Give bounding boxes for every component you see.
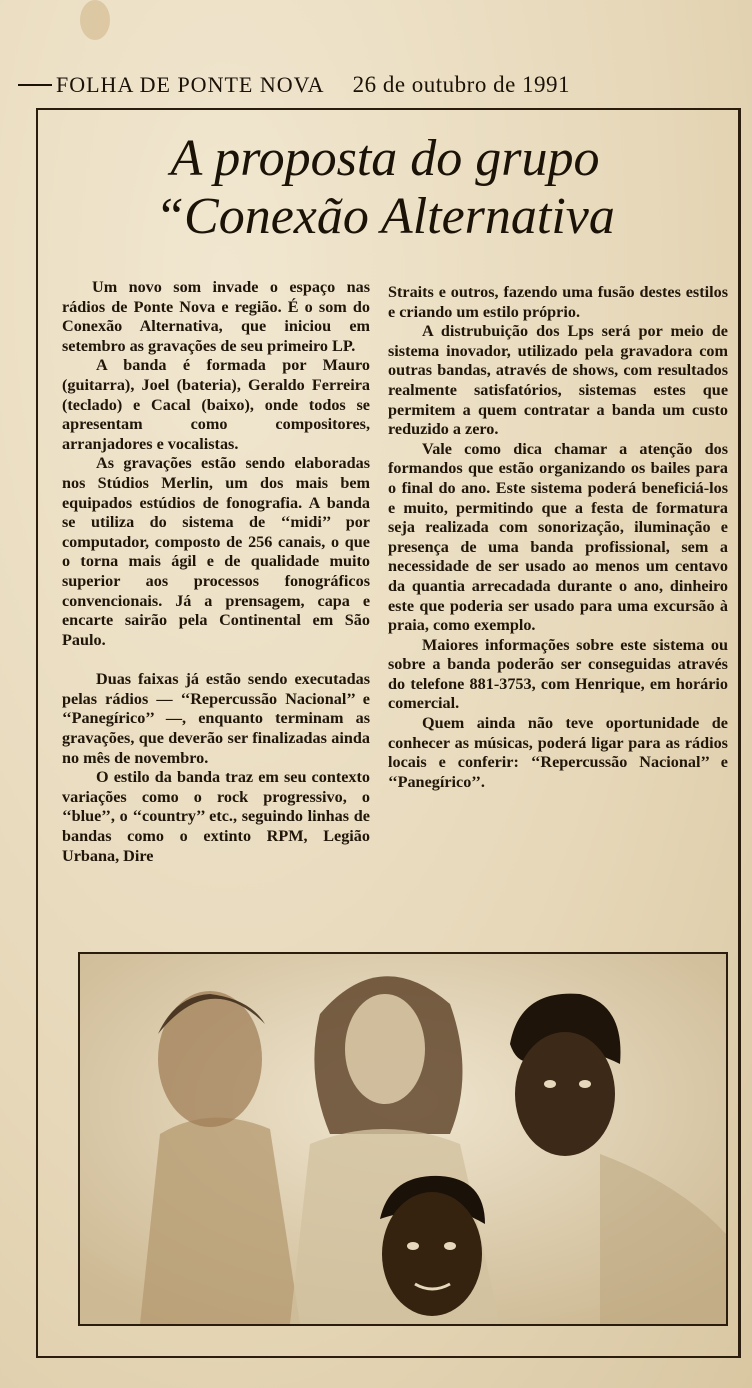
paragraph: As gravações estão sendo elaboradas nos Stúdios Merlin, um dos mais bem equipados estúdios de fonografia. A banda se utiliza do sistema de ‘‘midi’’ por computador, composto de 256 canais, o que o torna mais ágil e de qualidade muito superior aos processos fonográficos convencionais. Já a prensagem, capa e encarte sairão pela Continental em São Paulo. (62, 454, 370, 649)
paragraph: Duas faixas já estão sendo executadas pelas rádios — ‘‘Repercussão Nacional’’ e ‘‘Panegírico’’ —, enquanto terminam as gravações, que deverão ser finalizadas ainda no mês de novembro. (62, 670, 370, 767)
headline-line-2: “Conexão Alternativa (155, 188, 615, 245)
paragraph: Vale como dica chamar a atenção dos formandos que estão organizando os bailes para o final do ano. Este sistema poderá beneficiá-los e muito, permitindo que a festa de formatura seja realizada com sonorização, iluminação e presença de uma banda profissional, sem a necessidade de ser usado ao menos um centavo da quantia arrecadada durante o ano, dinheiro este que poderia ser usado para uma excursão à praia, como exemplo. (388, 439, 728, 635)
paragraph: Quem ainda não teve oportunidade de conhecer as músicas, poderá ligar para as rádios locais e conferir: ‘‘Repercussão Nacional’’ e ‘‘Panegírico’’. (388, 714, 728, 791)
band-member-figure (510, 994, 621, 1156)
paragraph: Maiores informações sobre este sistema ou sobre a banda poderão ser conseguidas através do telefone 881-3753, com Henrique, em horário comercial. (388, 635, 728, 713)
paper-stain (80, 0, 110, 40)
headline-line-1: A proposta do grupo (170, 130, 600, 187)
publication-date: 26 de outubro de 1991 (352, 72, 571, 97)
paragraph: Um novo som invade o espaço nas rádios de Ponte Nova e região. É o som do Conexão Alternativa, que iniciou em setembro as gravações de seu primeiro LP. (62, 278, 370, 355)
band-member-figure (380, 1176, 485, 1316)
masthead (18, 72, 718, 106)
masthead-rule (18, 84, 52, 86)
band-photo-illustration (80, 954, 726, 1324)
article-headline (60, 130, 710, 250)
article-column-right (388, 283, 728, 792)
newspaper-name: FOLHA DE PONTE NOVA (56, 72, 325, 97)
paragraph: Straits e outros, fazendo uma fusão destes estilos e criando um estilo próprio. (388, 283, 728, 321)
band-photo (78, 952, 728, 1326)
paragraph: A banda é formada por Mauro (guitarra), Joel (bateria), Geraldo Ferreira (teclado) e Cacal (baixo), onde todos se apresentam como compositores, arranjadores e vocalistas. (62, 356, 370, 453)
paragraph: O estilo da banda traz em seu contexto variações como o rock progressivo, o ‘‘blue’’, o ‘‘country’’ etc., seguindo linhas de bandas como o extinto RPM, Legião Urbana, Dire (62, 768, 370, 865)
paragraph: A distrubuição dos Lps será por meio de sistema inovador, utilizado pela gravadora com outras bandas, através de shows, com resultados realmente satisfatórios, sistemas estes que permitem a quem contratar a banda um custo reduzido a zero. (388, 322, 728, 439)
article-column-left (62, 278, 370, 866)
